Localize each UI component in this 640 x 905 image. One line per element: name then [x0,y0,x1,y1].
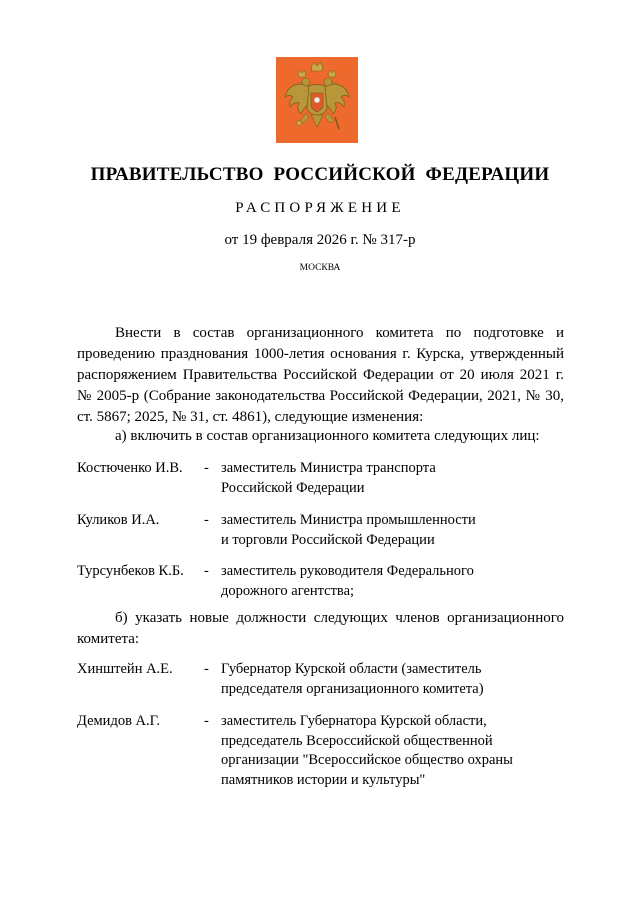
member-dash: - [204,460,209,476]
member-dash: - [204,512,209,528]
member-role: заместитель руководителя Федерального дорожного агентства; [221,563,474,599]
member-name: Турсунбеков К.Б. [77,563,184,579]
member-name: Куликов И.А. [77,512,160,528]
member-role: заместитель Министра транспорта Российской Федерации [221,460,436,496]
member-dash: - [204,563,209,579]
item-b-paragraph: б) указать новые должности следующих членов организационного комитета: [77,610,564,647]
member-name: Хинштейн А.Е. [77,661,173,677]
document-type: РАСПОРЯЖЕНИЕ [235,200,405,216]
member-dash: - [204,661,209,677]
item-a-paragraph: а) включить в состав организационного комитета следующих лиц: [115,428,540,444]
member-role: заместитель Губернатора Курской области, председатель Всероссийской общественной организации "Всероссийское общество охраны памятников истории и культуры" [221,713,513,788]
member-name: Демидов А.Г. [77,713,161,729]
member-name: Костюченко И.В. [77,460,183,476]
document-date-number: от 19 февраля 2026 г. № 317-р [224,232,416,248]
member-dash: - [204,713,209,729]
government-title: ПРАВИТЕЛЬСТВО РОССИЙСКОЙ ФЕДЕРАЦИИ [90,164,550,185]
intro-paragraph: Внести в состав организационного комитета по подготовке и проведению празднования 1000-летия основания г. Курска, утвержденный распоряжением Правительства Российской Федерации от 20 июля 2021 г. № 2005-р (Собрание законодательства Российской Федерации, 2021, № 30, ст. 5867; 2025, № 31, ст. 4861), следующие изменения: [77,325,564,425]
document-city: МОСКВА [299,263,341,273]
coat-of-arms-icon [276,57,358,143]
member-role: Губернатор Курской области (заместитель председателя организационного комитета) [221,661,484,697]
member-role: заместитель Министра промышленности и торговли Российской Федерации [221,512,476,548]
